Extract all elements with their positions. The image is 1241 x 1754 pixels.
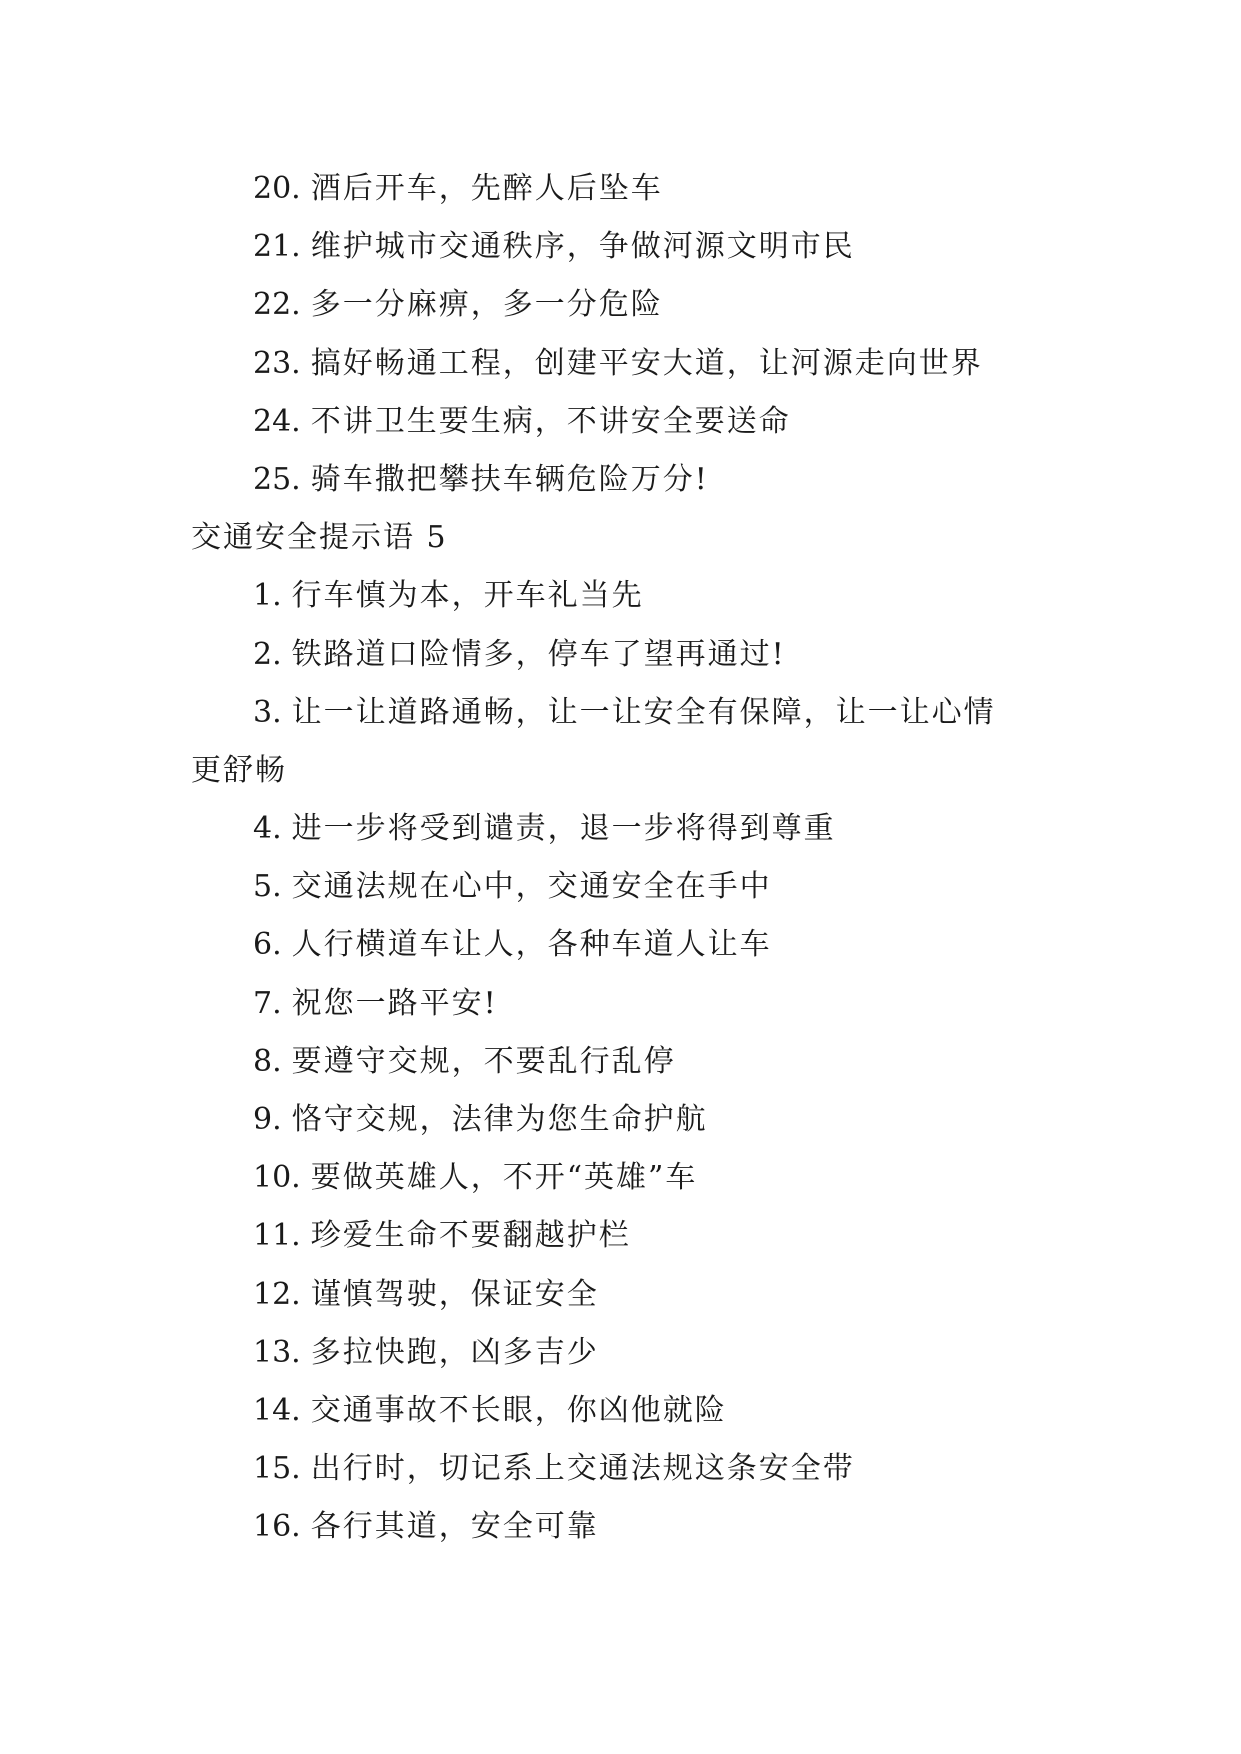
- item-number: 15.: [253, 1451, 301, 1487]
- item-text: 行车慎为本，开车礼当先: [291, 578, 644, 614]
- list-item: [191, 1440, 1071, 1498]
- item-text: 不讲卫生要生病，不讲安全要送命: [310, 403, 791, 439]
- list-item: [191, 1382, 1071, 1440]
- item-number: 1.: [253, 578, 282, 614]
- item-text: 多拉快跑，凶多吉少: [310, 1334, 599, 1370]
- list-item-continuation: 更舒畅: [191, 752, 287, 788]
- item-number: 21.: [253, 229, 301, 265]
- item-number: 6.: [253, 927, 282, 963]
- item-text: 搞好畅通工程，创建平安大道，让河源走向世界: [310, 345, 983, 381]
- list-item: [191, 1091, 1071, 1149]
- item-text: 进一步将受到谴责，退一步将得到尊重: [291, 811, 836, 847]
- item-text: 各行其道，安全可靠: [310, 1509, 599, 1545]
- item-number: 14.: [253, 1392, 301, 1428]
- item-number: 24.: [253, 403, 301, 439]
- item-text: 珍爱生命不要翻越护栏: [310, 1218, 631, 1254]
- item-number: 3.: [253, 694, 282, 730]
- list-item: [191, 1324, 1071, 1382]
- section-heading: 交通安全提示语 5: [191, 520, 448, 556]
- item-text: 祝您一路平安!: [291, 985, 498, 1021]
- item-number: 10.: [253, 1160, 301, 1196]
- list-item: [191, 684, 1071, 742]
- list-item: [191, 1033, 1071, 1091]
- item-text: 要遵守交规，不要乱行乱停: [291, 1043, 676, 1079]
- item-number: 12.: [253, 1276, 301, 1312]
- list-item: [191, 1498, 1071, 1556]
- item-text: 多一分麻痹，多一分危险: [310, 287, 663, 323]
- list-item: [191, 218, 1071, 276]
- item-number: 4.: [253, 811, 282, 847]
- item-text: 谨慎驾驶，保证安全: [310, 1276, 599, 1312]
- item-text: 人行横道车让人，各种车道人让车: [291, 927, 772, 963]
- list-item: [191, 276, 1071, 334]
- item-number: 8.: [253, 1043, 282, 1079]
- item-text: 骑车撒把攀扶车辆危险万分!: [310, 461, 709, 497]
- item-text: 铁路道口险情多，停车了望再通过!: [291, 636, 786, 672]
- item-number: 23.: [253, 345, 301, 381]
- list-item: [191, 975, 1071, 1033]
- list-item: [191, 1207, 1071, 1265]
- list-item: [191, 160, 1071, 218]
- document-body: [191, 160, 1071, 1557]
- list-item: [191, 1149, 1071, 1207]
- list-item: [191, 626, 1071, 684]
- item-text: 恪守交规，法律为您生命护航: [291, 1102, 708, 1137]
- item-number: 13.: [253, 1334, 301, 1370]
- item-number: 2.: [253, 636, 282, 672]
- item-number: 11.: [253, 1218, 301, 1254]
- list-item: [191, 800, 1071, 858]
- list-item: [191, 1266, 1071, 1324]
- item-text: 酒后开车，先醉人后坠车: [310, 171, 663, 206]
- item-number: 20.: [253, 171, 301, 206]
- list-item: [191, 916, 1071, 974]
- item-text: 交通事故不长眼，你凶他就险: [310, 1392, 727, 1428]
- item-number: 22.: [253, 287, 301, 323]
- list-item: [191, 335, 1071, 393]
- item-text: 维护城市交通秩序，争做河源文明市民: [310, 229, 855, 265]
- list-item: [191, 858, 1071, 916]
- item-number: 5.: [253, 869, 282, 905]
- item-text: 交通法规在心中，交通安全在手中: [291, 869, 772, 905]
- list-item: [191, 451, 1071, 509]
- item-text: 让一让道路通畅，让一让安全有保障，让一让心情: [291, 694, 996, 730]
- list-item: [191, 393, 1071, 451]
- item-text: 出行时，切记系上交通法规这条安全带: [310, 1451, 855, 1487]
- item-text: 要做英雄人，不开“英雄”车: [310, 1160, 698, 1196]
- item-number: 7.: [253, 985, 282, 1021]
- item-number: 9.: [253, 1102, 282, 1137]
- item-number: 25.: [253, 461, 301, 497]
- item-number: 16.: [253, 1509, 301, 1545]
- list-item: [191, 567, 1071, 625]
